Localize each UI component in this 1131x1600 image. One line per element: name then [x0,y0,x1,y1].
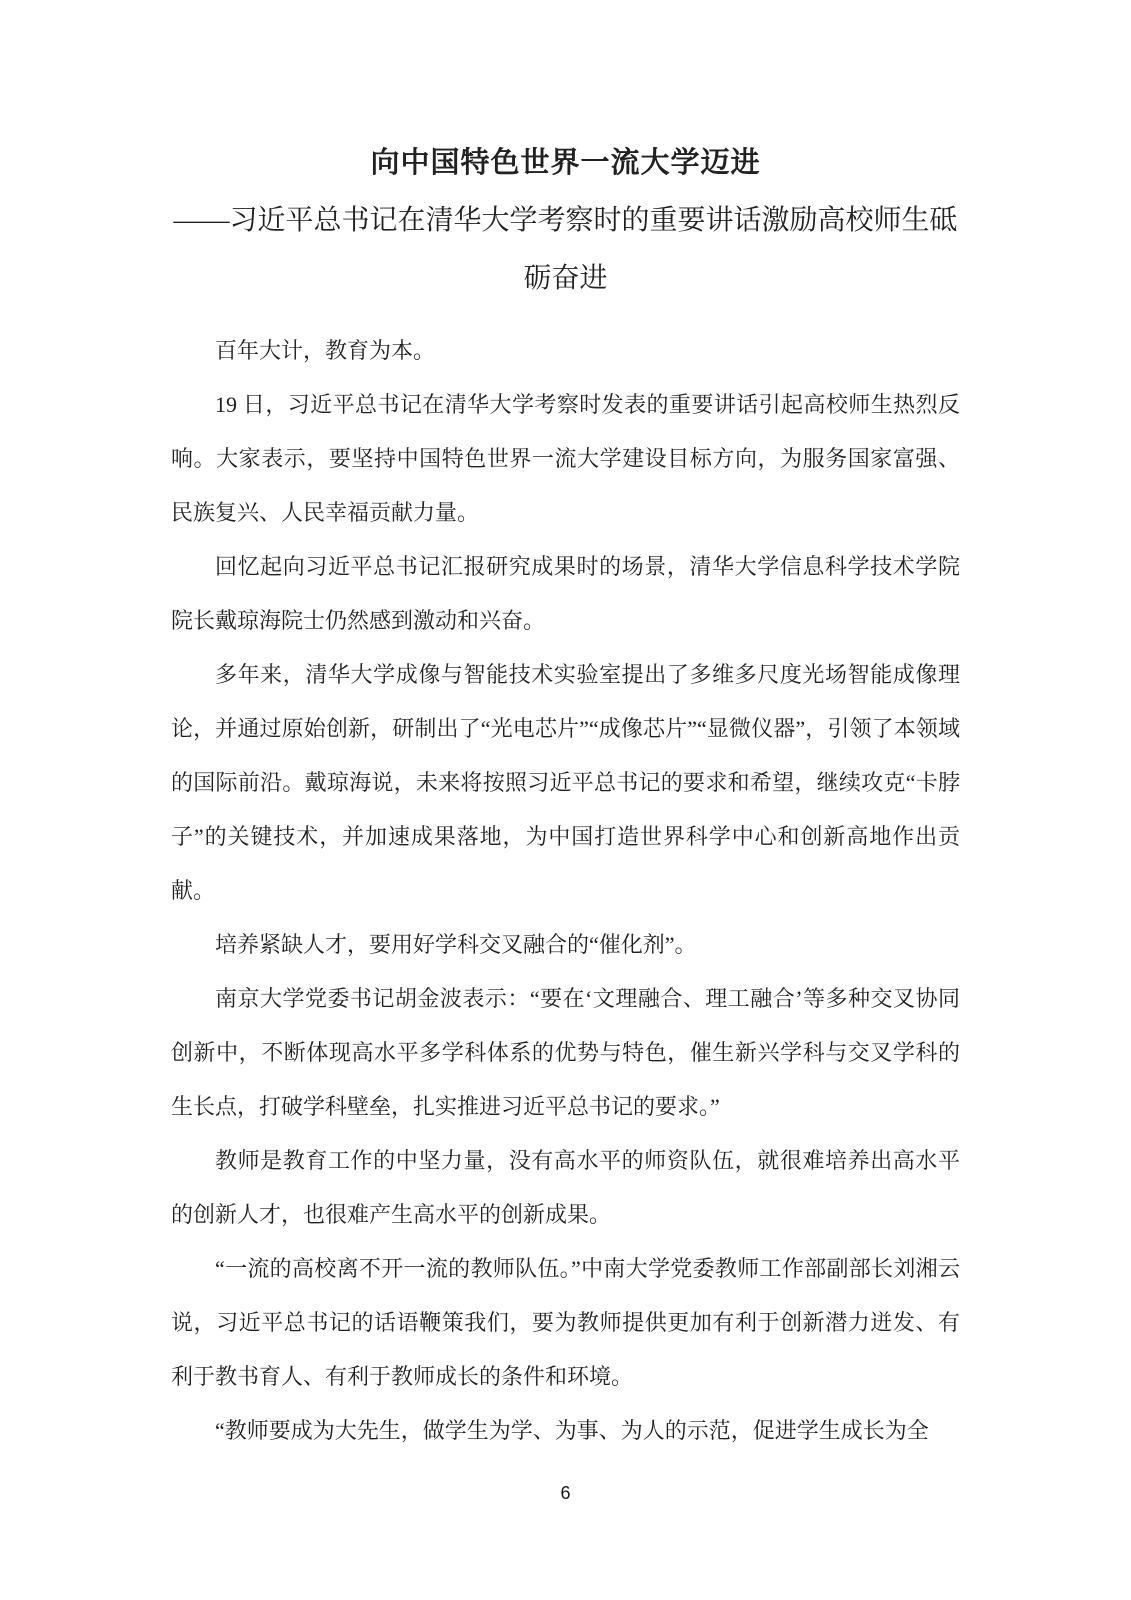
document-body [171,324,960,1458]
paragraph: “教师要成为大先生，做学生为学、为事、为人的示范，促进学生成长为全 [215,1418,929,1443]
paragraph: 百年大计，教育为本。 [215,338,436,363]
paragraph: 南京大学党委书记胡金波表示：“要在‘文理融合、理工融合’等多种交叉协同创新中，不断体现高水平多学科体系的优势与特色，催生新兴学科与交叉学科的生长点，打破学科壁垒，扎实推进习近平总书记的要求。” [171,986,960,1119]
paragraph: 回忆起向习近平总书记汇报研究成果时的场景，清华大学信息科学技术学院院长戴琼海院士仍然感到激动和兴奋。 [171,554,960,633]
paragraph: 多年来，清华大学成像与智能技术实验室提出了多维多尺度光场智能成像理论，并通过原始创新，研制出了“光电芯片”“成像芯片”“显微仪器”，引领了本领域的国际前沿。戴琼海说，未来将按照习近平总书记的要求和希望，继续攻克“卡脖子”的关键技术，并加速成果落地，为中国打造世界科学中心和创新高地作出贡献。 [171,662,960,903]
paragraph: 教师是教育工作的中坚力量，没有高水平的师资队伍，就很难培养出高水平的创新人才，也很难产生高水平的创新成果。 [171,1148,960,1227]
page-number: 6 [560,1483,571,1503]
paragraph: “一流的高校离不开一流的教师队伍。”中南大学党委教师工作部副部长刘湘云说，习近平总书记的话语鞭策我们，要为教师提供更加有利于创新潜力迸发、有利于教书育人、有利于教师成长的条件和环境。 [171,1256,960,1389]
paragraph: 19 日，习近平总书记在清华大学考察时发表的重要讲话引起高校师生热烈反响。大家表示，要坚持中国特色世界一流大学建设目标方向，为服务国家富强、民族复兴、人民幸福贡献力量。 [171,392,960,525]
paragraph: 培养紧缺人才，要用好学科交叉融合的“催化剂”。 [215,932,697,957]
document-title: 向中国特色世界一流大学迈进 [370,147,761,179]
document-subtitle: ——习近平总书记在清华大学考察时的重要讲话激励高校师生砥砺奋进 [173,205,958,294]
